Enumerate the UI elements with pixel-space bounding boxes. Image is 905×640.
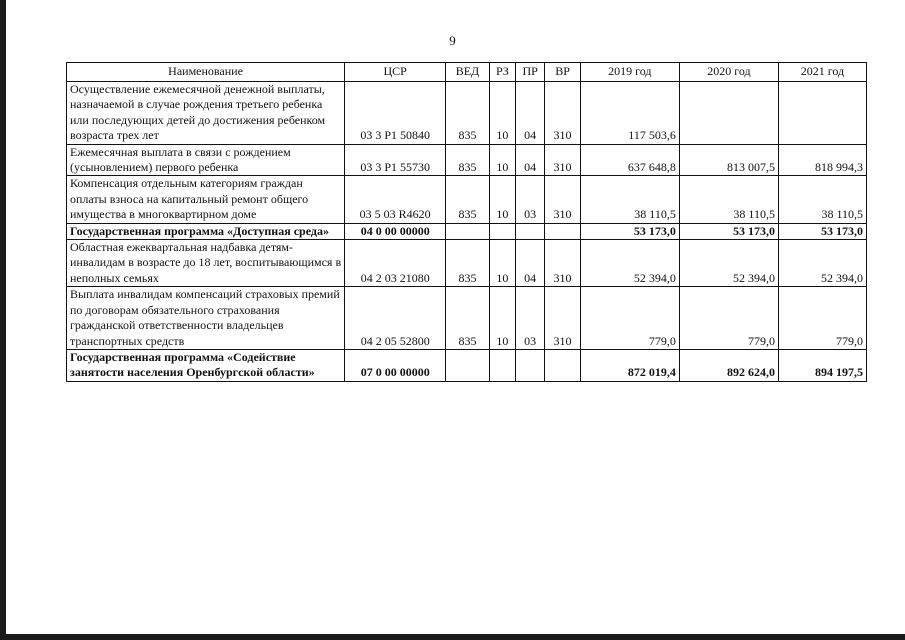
row-rz bbox=[489, 223, 515, 239]
budget-table bbox=[66, 62, 867, 382]
row-csr: 04 2 03 21080 bbox=[345, 240, 446, 287]
row-pr: 04 bbox=[516, 240, 545, 287]
row-ved: 835 bbox=[446, 287, 489, 350]
row-rz bbox=[489, 349, 515, 381]
row-2021: 52 394,0 bbox=[778, 240, 866, 287]
row-2020 bbox=[679, 82, 778, 145]
row-2021: 779,0 bbox=[778, 287, 866, 350]
row-ved: 835 bbox=[446, 240, 489, 287]
header-vr: ВР bbox=[545, 63, 580, 82]
row-rz: 10 bbox=[489, 144, 515, 176]
row-ved bbox=[446, 223, 489, 239]
row-2019: 637 648,8 bbox=[580, 144, 679, 176]
row-2019: 52 394,0 bbox=[580, 240, 679, 287]
row-name: Областная ежеквартальная надбавка детям-инвалидам в возрасте до 18 лет, воспитывающимся в неполных семьях bbox=[67, 240, 345, 287]
row-pr bbox=[516, 349, 545, 381]
row-csr: 03 3 P1 50840 bbox=[345, 82, 446, 145]
header-name: Наименование bbox=[67, 63, 345, 82]
row-vr: 310 bbox=[545, 240, 580, 287]
program-row bbox=[67, 349, 867, 381]
page-number: 9 bbox=[449, 33, 456, 48]
row-2020: 779,0 bbox=[679, 287, 778, 350]
row-2019: 53 173,0 bbox=[580, 223, 679, 239]
row-name: Выплата инвалидам компенсаций страховых премий по договорам обязательного страхования гражданской ответственности владельцев транспортных средств bbox=[67, 287, 345, 350]
header-2021: 2021 год bbox=[778, 63, 866, 82]
row-2021: 38 110,5 bbox=[778, 176, 866, 223]
row-2019: 779,0 bbox=[580, 287, 679, 350]
row-name: Компенсация отдельным категориям граждан оплаты взноса на капитальный ремонт общего имущества в многоквартирном доме bbox=[67, 176, 345, 223]
header-pr: ПР bbox=[516, 63, 545, 82]
row-vr: 310 bbox=[545, 82, 580, 145]
row-vr bbox=[545, 349, 580, 381]
row-2019: 38 110,5 bbox=[580, 176, 679, 223]
row-name: Ежемесячная выплата в связи с рождением (усыновлением) первого ребенка bbox=[67, 144, 345, 176]
row-csr: 03 5 03 R4620 bbox=[345, 176, 446, 223]
row-vr: 310 bbox=[545, 287, 580, 350]
program-row bbox=[67, 223, 867, 239]
table-row bbox=[67, 240, 867, 287]
row-vr: 310 bbox=[545, 176, 580, 223]
row-rz: 10 bbox=[489, 176, 515, 223]
row-2021: 894 197,5 bbox=[778, 349, 866, 381]
row-rz: 10 bbox=[489, 82, 515, 145]
row-pr: 03 bbox=[516, 287, 545, 350]
program-name: Государственная программа «Доступная среда» bbox=[67, 223, 345, 239]
row-rz: 10 bbox=[489, 240, 515, 287]
row-2020: 813 007,5 bbox=[679, 144, 778, 176]
row-ved bbox=[446, 349, 489, 381]
row-2020: 52 394,0 bbox=[679, 240, 778, 287]
header-csr: ЦСР bbox=[345, 63, 446, 82]
header-2019: 2019 год bbox=[580, 63, 679, 82]
row-pr bbox=[516, 223, 545, 239]
header-rz: РЗ bbox=[489, 63, 515, 82]
row-2019: 872 019,4 bbox=[580, 349, 679, 381]
row-csr: 04 0 00 00000 bbox=[345, 223, 446, 239]
scan-frame-bottom bbox=[0, 634, 905, 640]
row-2020: 892 624,0 bbox=[679, 349, 778, 381]
row-2021: 818 994,3 bbox=[778, 144, 866, 176]
row-name: Осуществление ежемесячной денежной выплаты, назначаемой в случае рождения третьего ребенка или последующих детей до достижения ребенком возраста трех лет bbox=[67, 82, 345, 145]
row-pr: 04 bbox=[516, 82, 545, 145]
row-2020: 53 173,0 bbox=[679, 223, 778, 239]
row-pr: 04 bbox=[516, 144, 545, 176]
row-csr: 03 3 P1 55730 bbox=[345, 144, 446, 176]
row-pr: 03 bbox=[516, 176, 545, 223]
row-ved: 835 bbox=[446, 82, 489, 145]
table-header-row bbox=[67, 63, 867, 82]
program-name: Государственная программа «Содействие занятости населения Оренбургской области» bbox=[67, 349, 345, 381]
table-row bbox=[67, 144, 867, 176]
table-row bbox=[67, 176, 867, 223]
row-rz: 10 bbox=[489, 287, 515, 350]
row-csr: 04 2 05 52800 bbox=[345, 287, 446, 350]
row-2021 bbox=[778, 82, 866, 145]
row-ved: 835 bbox=[446, 144, 489, 176]
row-2019: 117 503,6 bbox=[580, 82, 679, 145]
row-vr bbox=[545, 223, 580, 239]
row-vr: 310 bbox=[545, 144, 580, 176]
header-ved: ВЕД bbox=[446, 63, 489, 82]
table-row bbox=[67, 82, 867, 145]
row-2020: 38 110,5 bbox=[679, 176, 778, 223]
header-2020: 2020 год bbox=[679, 63, 778, 82]
row-csr: 07 0 00 00000 bbox=[345, 349, 446, 381]
scan-frame-left bbox=[0, 0, 6, 640]
row-ved: 835 bbox=[446, 176, 489, 223]
row-2021: 53 173,0 bbox=[778, 223, 866, 239]
table-row bbox=[67, 287, 867, 350]
